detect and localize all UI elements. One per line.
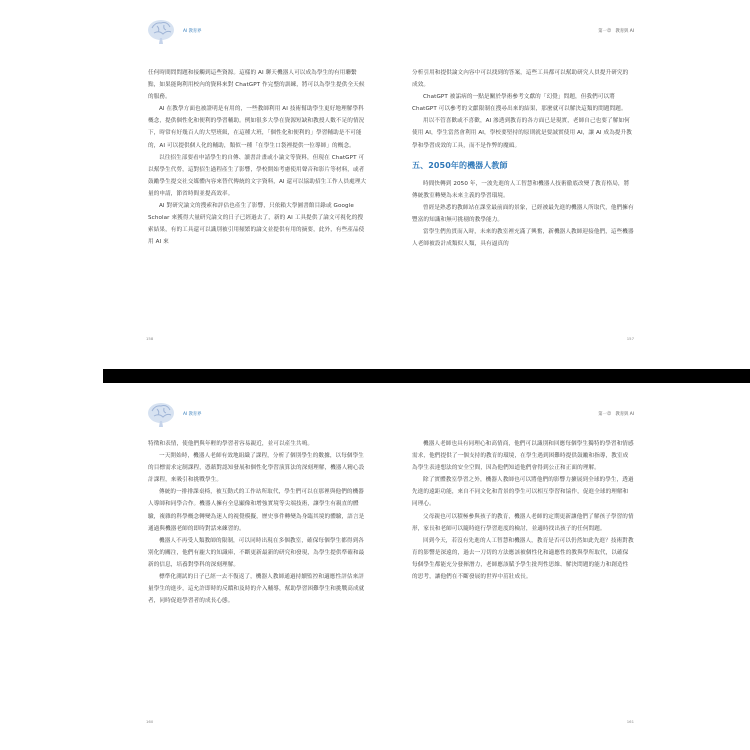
paragraph: 除了實體教室學習之外，機器人教師也可以將他們的影響力擴展到全球的學生，透過先進的遠距功能，來自不同文化和背景的學生可以相互學習和協作，促進全球的理解和同理心。	[412, 477, 634, 508]
body-text	[412, 438, 634, 583]
spread-2	[0, 383, 750, 733]
brain-icon	[146, 399, 176, 429]
running-header	[595, 411, 634, 417]
paragraph: 以往招生部要看申請學生的自傳、讀書計畫或小論文等資料，但現在 ChatGPT 可以幫學生代勞，這對招生過程產生了影響，學校開始考慮使用聲音和影片等材料，或者鼓勵學生提交社交媒體內容來替代傳統的文字資料，AI 還可以協助招生工作人員處理大量的申請，節省時間並提高效率。	[148, 154, 367, 197]
chapter-title: 教育與 AI	[615, 29, 634, 34]
page-right-161	[398, 383, 650, 733]
paragraph: 時間快轉到 2050 年，一波先進的人工智慧和機器人技術徹底改變了教育格局，將傳統教室轉變為未來主義的學習環境。	[412, 180, 630, 199]
paragraph: 特徵和表情，使他們與年輕的學習者容易親近，並可以產生共鳴。	[148, 441, 314, 447]
paragraph: 回到今天，若沒有先進的人工智慧和機器人，教育是否可以仍然如此先進？技術對教育的影響是深遠的，過去一刀切的方法應該被個性化和適應性的教與學所取代，以確保每個學生都能充分發揮潛力，老師應該賦予學生批判性思維、解決問題的能力和創造性的思考，讓他們在不斷發展的世界中茁壯成長。	[412, 537, 634, 581]
paragraph: 當學生們魚貫而入時，未來的教室裡充滿了興奮，新機器人教師迎接他們，這些機器人老師被設計成類似人類，具有逼真的	[412, 229, 634, 248]
divider-bar	[103, 369, 750, 383]
paragraph: 曾經是熟悉的教師站在課堂最前面的景象，已經被最先進的機器人所取代，他們擁有豐富的知識和無可挑剔的教學能力。	[412, 204, 634, 223]
paragraph: 傳統的一排排課桌椅，被互動式的工作站所取代，學生們可以在那裡與他們的機器人導師和同學合作。機器人擁有全息顯像和增強實境等尖端技術，讓學生有親直的體驗，複雜的科學概念轉變為迷人的視覺模擬，歷史事件轉變為身臨其境的體驗，語言是通過與機器老師的即時對話來練習的。	[148, 489, 365, 532]
running-header	[595, 28, 634, 34]
paragraph: 任何時間問問題和接觸到這些資源。這樣的 AI 聊天機器人可以成為學生的有用聯繫點，如果能夠利用校內的資料來對 ChatGPT 作完整的訓練，將可以為學生提供全天候的服務。	[148, 70, 365, 101]
spread-1	[0, 0, 750, 350]
body-text	[148, 438, 368, 607]
page-left-158	[120, 0, 370, 350]
page-right-157	[398, 0, 650, 350]
paragraph: 一天開始時，機器人老師有效地組織了課程，分析了個別學生的數據，以每個學生的目標需求定制課程，憑藉對認知發展和個性化學習演算法的深刻理解，機器人精心設計課程，來吸引和挑戰學生。	[148, 453, 365, 484]
page-number: 161	[626, 719, 634, 724]
running-header: AI 教育界	[183, 29, 202, 34]
chapter-title: 教育與 AI	[615, 412, 634, 417]
paragraph: 標準化測試的日子已經一去不復返了，機器人教師通過持續監控和適應性評估來評量學生的進步，這允許即時的反饋和及時的介入輔導，幫助學習困難學生和挑戰高成就者，同時促進學習者的成長心態。	[148, 574, 365, 605]
chapter-label: 第一章	[598, 29, 612, 34]
paragraph: AI 對研究論文的搜索和評估也產生了影響，只依賴大學圖書館目錄或 Google Scholar 來獲得大量研究論文的日子已經過去了，新的 AI 工具提供了論文可視化的搜索結果，有的工具還可以識別被引用頻繁的論文並提供有用的摘要，此外，有些產品使用 AI 來	[148, 203, 365, 246]
page-number: 158	[146, 336, 154, 341]
running-header: AI 教育界	[183, 412, 202, 417]
paragraph: ChatGPT 被詬病的一點是關於學術參考文獻的「幻覺」問題，但我們可以將 ChatGPT 可以參考的文獻限制在搜尋出來的結果，那麼就可以解決這類的問題問題。	[412, 94, 627, 113]
paragraph: 機器人老師也具有同理心和高情商，他們可以識別和回應每個學生獨特的學習和情感需求，他們提供了一個支持的教育的環境，在學生遇到困難時提供鼓勵和指導，教室成為學生表達想法的安全空間，因為他們知道他們會得到公正和正面的理解。	[412, 441, 634, 472]
section-heading: 五、2050年的機器人教師	[412, 160, 508, 170]
paragraph: 用以不管喜歡或不喜歡，AI 滲透到教育的各方面已是現實，老師自己也要了解如何使用 AI，學生當然會利用 AI，學校要堅持的原則就是要誠實使用 AI，讓 AI 成為提升教學和學習成效的工具，而不是作弊的魔頭。	[412, 118, 632, 149]
paragraph: 父母親也可以積極參與孩子的教育，機器人老師的定期更新讓他們了解孩子學習的情形，家長和老師可以隨時進行學習進度的檢討，並適時找出孩子的任何問題。	[412, 513, 634, 532]
paragraph: 分析引用和提供論文內容中可以找到的答案，這些工具都可以幫助研究人員提升研究的成效。	[412, 70, 629, 89]
page-number: 157	[626, 336, 634, 341]
page-number: 160	[146, 719, 154, 724]
paragraph: 機器人不再受人類教師的限制，可以同時出現在多個教室，確保每個學生都得到各別化的關注，他們有龐大的知識庫，不斷更新最新的研究和發現，為學生提供準確和最新的信息，培養對學科的深刻理解。	[148, 537, 365, 568]
page-left-160	[120, 383, 370, 733]
chapter-label: 第一章	[598, 412, 612, 417]
body-text	[148, 67, 368, 248]
paragraph: AI 在教學方面也被證明是有用的，一些教師利用 AI 技術幫助學生更好地理解學科概念，提供個性化和便利的學習輔助。例如很多大學在資源短缺和教授人數不足的情況下，時常有好幾百人的大型班級，在這種大班，「個性化和便利的」學習輔助是不可能的，AI 可以提供個人化的輔助，類似一種「在學生口袋裡提供一位導師」的概念。	[148, 106, 365, 149]
body-text	[412, 67, 634, 250]
brain-icon	[146, 16, 176, 46]
